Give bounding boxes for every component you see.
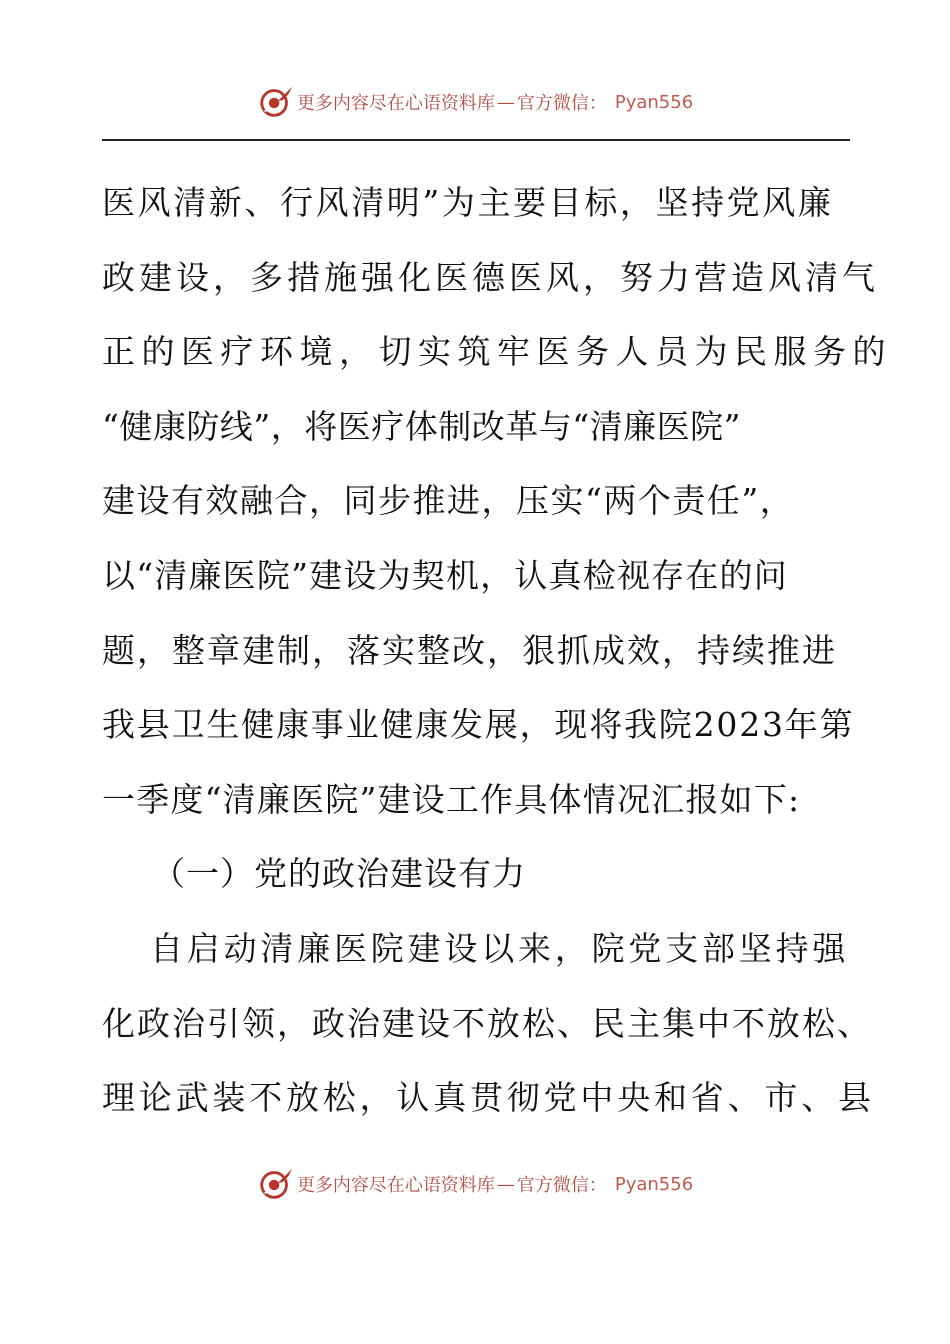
body-line-9: 一季度“清廉医院”建设工作具体情况汇报如下:: [102, 779, 801, 819]
header-banner-text: 更多内容尽在心语资料库: [296, 93, 495, 114]
body-line-3: 正的医疗环境，切实筑牢医务人员为民服务的: [102, 332, 892, 372]
footer-watermark: [0, 1162, 950, 1206]
footer-wechat-id: Pyan556: [614, 1173, 694, 1195]
body-line-5: 建设有效融合，同步推进，压实“两个责任”，: [102, 481, 795, 521]
body-line-13: 理论武装不放松，认真贯彻党中央和省、市、县: [102, 1078, 875, 1118]
body-line-2: 政建设，多措施强化医德医风，努力营造风清气: [102, 257, 879, 297]
header-watermark: [0, 80, 950, 124]
footer-banner-sep: —: [496, 1173, 515, 1195]
document-body: [102, 166, 892, 1136]
quill-logo-icon: [257, 1165, 295, 1203]
body-line-7: 题，整章建制，落实整改，狠抓成效，持续推进: [102, 630, 837, 670]
body-line-11: 自启动清廉医院建设以来，院党支部坚持强: [150, 928, 850, 968]
body-line-4: “健康防线”，将医疗体制改革与“清廉医院”: [102, 406, 741, 446]
section-heading: （一）党的政治建设有力: [152, 854, 526, 894]
footer-wechat-label: 官方微信：: [516, 1175, 607, 1196]
body-line-1: 医风清新、行风清明”为主要目标，坚持党风廉: [102, 183, 834, 222]
header-wechat-id: Pyan556: [614, 91, 694, 113]
body-line-6: 以“清廉医院”建设为契机，认真检视存在的问: [102, 555, 788, 595]
quill-logo-icon: [257, 83, 295, 121]
footer-banner-text: 更多内容尽在心语资料库: [296, 1175, 495, 1196]
body-line-12: 化政治引领，政治建设不放松、民主集中不放松、: [102, 1003, 872, 1043]
body-line-8: 我县卫生健康事业健康发展，现将我院2023年第: [102, 705, 855, 745]
header-wechat-label: 官方微信：: [516, 93, 607, 114]
header-divider: [102, 139, 850, 141]
header-banner-sep: —: [496, 91, 515, 113]
